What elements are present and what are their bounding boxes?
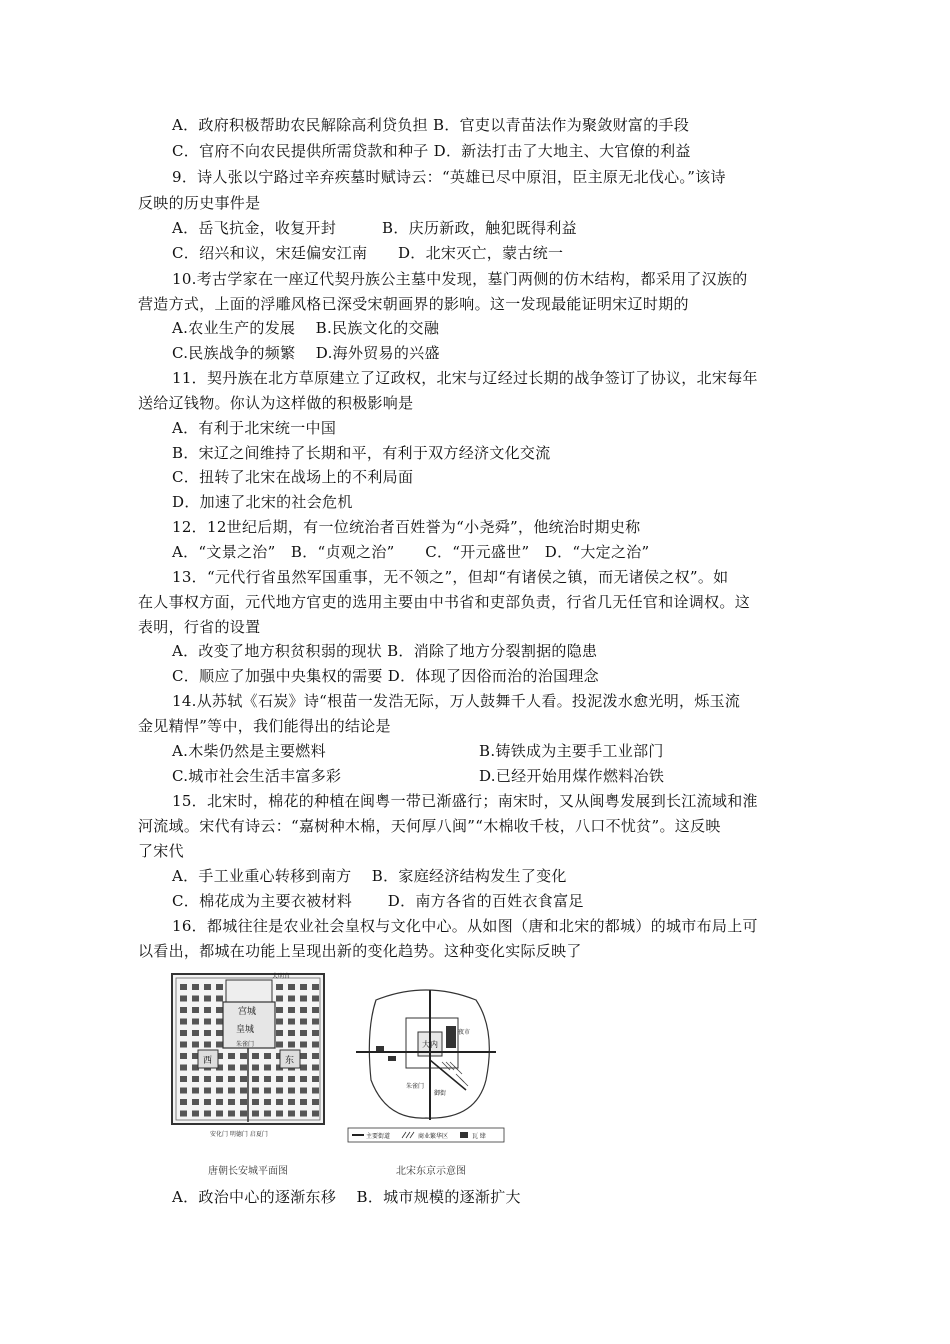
ward-block [204,1111,211,1117]
text-line-q13: 13．“元代行省虽然军国重事，无不领之”，但却“有诸侯之镇，而无诸侯之权”。如 [172,568,729,586]
ward-block [240,1065,247,1071]
label-huangcheng: 皇城 [236,1025,255,1035]
ward-block [192,1042,199,1048]
text-line-q14d: D.已经开始用煤作燃料冶铁 [479,767,665,785]
ward-block [312,1030,319,1036]
ward-block [312,1076,319,1082]
ward-block [192,1111,199,1117]
ward-block [300,1111,307,1117]
ward-block [312,1007,319,1013]
label-yujie: 御街 [434,1090,447,1097]
text-line-q15: 15．北宋时，棉花的种植在闽粤一带已渐盛行；南宋时，又从闽粤发展到长江流域和淮 [172,792,758,810]
label-bottom-gates: 安化门 明德门 启夏门 [210,1131,268,1138]
text-line-q13cd: C．顺应了加强中央集权的需要 D．体现了因俗而治的治国理念 [172,667,599,685]
ward-block [228,1088,235,1094]
label-yeshi: 夜市 [458,1029,471,1036]
label-zhuquemen-song: 朱雀门 [406,1083,425,1090]
ward-block [252,1099,259,1105]
ward-block [192,984,199,990]
ward-block [192,1076,199,1082]
text-line-q11: 11．契丹族在北方草原建立了辽政权，北宋与辽经过长期的战争签订了协议，北宋每年 [172,369,758,387]
ward-block [264,1088,271,1094]
ward-block [300,1042,307,1048]
ward-block [312,1065,319,1071]
text-line-q11a: A．有利于北宋统一中国 [172,419,337,437]
text-line-q11c: C．扭转了北宋在战场上的不利局面 [172,468,414,486]
ward-block [216,1019,223,1025]
ward-block [240,1111,247,1117]
ward-block [264,1111,271,1117]
text-line-q8a: A．政府积极帮助农民解除高利贷负担 B．官吏以青苗法作为聚敛财富的手段 [172,116,690,134]
ward-block [204,984,211,990]
ward-block [264,1053,271,1059]
text-line-q11b: 送给辽钱物。你认为这样做的积极影响是 [138,394,414,412]
ward-block [276,1099,283,1105]
ward-block [192,996,199,1002]
ward-block [252,1111,259,1117]
ward-block [240,1053,247,1059]
ward-block [252,1088,259,1094]
changan-map [168,970,328,1150]
text-line-q16ab: A．政治中心的逐渐东移 B．城市规模的逐渐扩大 [172,1188,521,1206]
text-line-q13ab: A．改变了地方积贫积弱的现状 B．消除了地方分裂割据的隐患 [172,642,598,660]
ward-block [204,1076,211,1082]
text-line-q14a: A.木柴仍然是主要燃料 [172,742,326,760]
ward-block [216,1111,223,1117]
label-damingong: 大明宫 [272,973,291,980]
ward-block [312,1019,319,1025]
ward-block [216,1007,223,1013]
ward-block [204,1007,211,1013]
ward-block [180,1065,187,1071]
ward-block [300,996,307,1002]
text-line-q15ab: A．手工业重心转移到南方 B．家庭经济结构发生了变化 [172,867,567,885]
ward-block [300,1076,307,1082]
ward-block [264,1065,271,1071]
text-line-q13b: 在人事权方面，元代地方官吏的选用主要由中书省和吏部负责，行省几无任官和诠调权。这 [138,593,751,611]
ward-block [288,1019,295,1025]
ward-block [192,1099,199,1105]
ward-block [252,1053,259,1059]
ward-block [228,1076,235,1082]
ward-block [180,1053,187,1059]
text-line-q9: 9．诗人张以宁路过辛弃疾墓时赋诗云：“英雄已尽中原泪，臣主原无北伐心。”该诗 [172,168,726,186]
text-line-q14c: C.城市社会生活丰富多彩 [172,767,342,785]
ward-block [228,1099,235,1105]
text-line-q13c: 表明，行省的设置 [138,618,261,636]
ward-block [300,1065,307,1071]
label-xi: 西 [203,1056,213,1066]
ward-block [312,1099,319,1105]
ward-block [252,1076,259,1082]
ward-block [192,1030,199,1036]
ward-block [276,1088,283,1094]
ward-block [180,1111,187,1117]
ward-block [192,1019,199,1025]
ward-block [216,1042,223,1048]
ward-block [216,1088,223,1094]
ward-block [240,1099,247,1105]
text-line-q10b: 营造方式，上面的浮雕风格已深受宋朝画界的影响。这一发现最能证明宋辽时期的 [138,295,689,313]
ward-block [300,1053,307,1059]
ward-block [300,1099,307,1105]
text-line-q10ab: A.农业生产的发展 B.民族文化的交融 [172,319,440,337]
text-line-q15b: 河流域。宋代有诗云：“嘉树种木棉，天何厚八闽”“木棉收千枝，八口不忧贫”。这反映 [138,817,721,835]
ward-block [288,1099,295,1105]
legend-main-street: 主要街道 [366,1133,391,1140]
text-line-q16b: 以看出，都城在功能上呈现出新的变化趋势。这种变化实际反映了 [138,942,582,960]
ward-block [216,996,223,1002]
label-dong: 东 [285,1056,295,1066]
text-line-q15cd: C．棉花成为主要衣被材料 D．南方各省的百姓衣食富足 [172,892,584,910]
ward-block [180,1088,187,1094]
ward-block [180,1007,187,1013]
ward-block [216,1076,223,1082]
ward-block [312,1111,319,1117]
text-line-q15c: 了宋代 [138,842,184,860]
ward-block [204,1030,211,1036]
ward-block [252,1065,259,1071]
ward-block [276,984,283,990]
ward-block [288,1088,295,1094]
ward-block [288,1042,295,1048]
ward-block [276,1042,283,1048]
text-line-q14bo: B.铸铁成为主要手工业部门 [479,742,664,760]
ward-block [312,996,319,1002]
ward-block [288,1030,295,1036]
ward-block [300,1030,307,1036]
ward-block [288,996,295,1002]
ward-block [300,1088,307,1094]
ward-block [180,1076,187,1082]
legend-commercial: 商业繁华区 [418,1133,449,1140]
ward-block [312,1088,319,1094]
text-line-q9cd: C．绍兴和议，宋廷偏安江南 D．北宋灭亡，蒙古统一 [172,244,564,262]
ward-block [180,1042,187,1048]
ward-block [216,984,223,990]
ward-block [276,1111,283,1117]
label-zhuquemen: 朱雀门 [236,1041,255,1048]
ward-block [240,1088,247,1094]
text-line-q14b: 金见精悍”等中，我们能得出的结论是 [138,717,391,735]
text-line-q11d: D．加速了北宋的社会危机 [172,493,353,511]
ward-block [228,1111,235,1117]
ward-block [276,996,283,1002]
ward-block [216,1099,223,1105]
text-line-q10: 10.考古学家在一座辽代契丹族公主墓中发现，墓门两侧的仿木结构，都采用了汉族的 [172,270,748,288]
text-line-q12opts: A．“文景之治” B．“贞观之治” C．“开元盛世” D．“大定之治” [172,543,650,561]
ward-block [228,1053,235,1059]
ward-block [192,1088,199,1094]
ward-block [276,1030,283,1036]
ward-block [288,984,295,990]
ward-block [204,1019,211,1025]
text-line-q11bopt: B．宋辽之间维持了长期和平，有利于双方经济文化交流 [172,444,551,462]
dongjing-caption: 北宋东京示意图 [396,1166,466,1177]
ward-block [264,1099,271,1105]
city-maps-figure [168,970,508,1180]
changan-caption: 唐朝长安城平面图 [208,1166,288,1177]
ward-block [192,1007,199,1013]
ward-block [276,1076,283,1082]
text-line-q14: 14.从苏轼《石炭》诗“根苗一发浩无际，万人鼓舞千人看。投泥泼水愈光明，烁玉流 [172,692,741,710]
ward-block [204,996,211,1002]
ward-block [204,1099,211,1105]
text-line-q9ab: A．岳飞抗金，收复开封 B．庆历新政，触犯既得利益 [172,219,577,237]
ward-block [288,1076,295,1082]
text-line-q16: 16．都城往往是农业社会皇权与文化中心。从如图（唐和北宋的都城）的城市布局上可 [172,917,758,935]
ward-block [276,1007,283,1013]
ward-block [312,1053,319,1059]
ward-block [300,984,307,990]
ward-block [216,1030,223,1036]
ward-block [288,1111,295,1117]
text-line-q10cd: C.民族战争的频繁 D.海外贸易的兴盛 [172,344,440,362]
text-line-q12: 12．12世纪后期，有一位统治者百姓誉为“小尧舜”，他统治时期史称 [172,518,641,536]
ward-block [300,1019,307,1025]
ward-block [228,1065,235,1071]
text-line-q8c: C．官府不向农民提供所需贷款和种子 D．新法打击了大地主、大官僚的利益 [172,142,691,160]
label-gongcheng: 宫城 [238,1007,257,1017]
ward-block [312,984,319,990]
ward-block [204,1042,211,1048]
ward-block [204,1088,211,1094]
label-danei: 大内 [422,1040,438,1049]
ward-block [264,1076,271,1082]
text-line-q9b: 反映的历史事件是 [138,194,261,212]
ward-block [288,1007,295,1013]
dongjing-map [346,970,506,1150]
ward-block [180,996,187,1002]
ward-block [300,1007,307,1013]
ward-block [180,1099,187,1105]
ward-block [180,1030,187,1036]
ward-block [180,984,187,990]
ward-block [240,1076,247,1082]
ward-block [276,1019,283,1025]
legend-wasi: 瓦 肆 [472,1133,486,1140]
ward-block [312,1042,319,1048]
ward-block [180,1019,187,1025]
